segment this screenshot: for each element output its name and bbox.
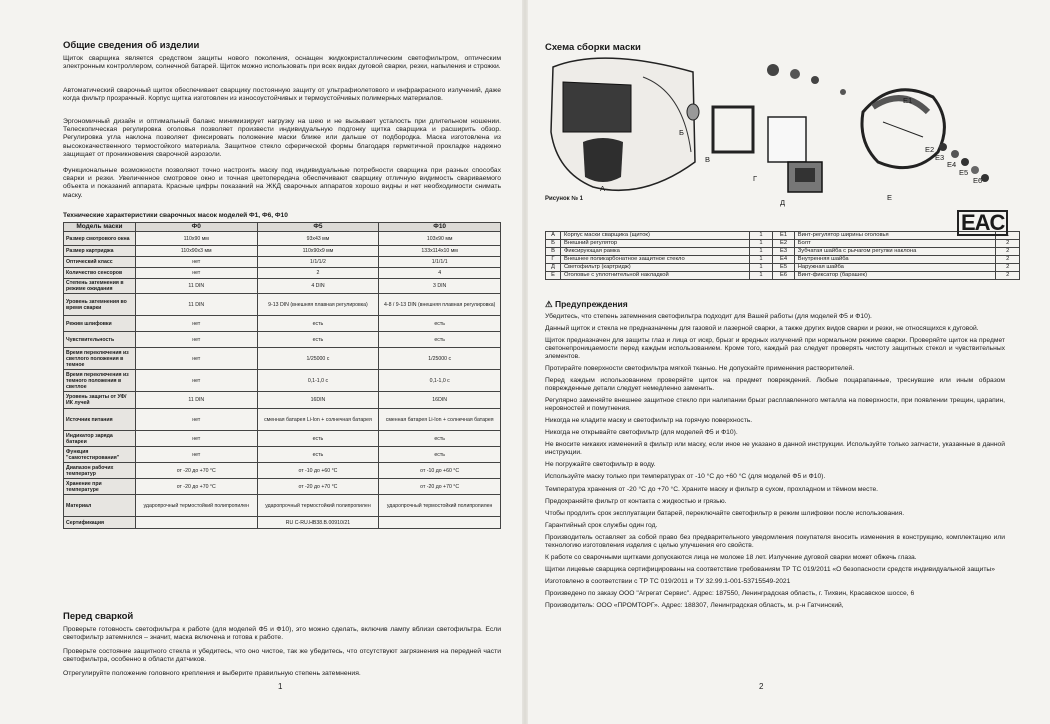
spec-row-label: Оптический класс bbox=[64, 257, 136, 268]
spec-row bbox=[64, 495, 501, 517]
parts-cell: Е4 bbox=[773, 256, 794, 264]
parts-cell: Д bbox=[546, 264, 561, 272]
spec-row bbox=[64, 279, 501, 294]
parts-cell: Внешнее поликарбонатное защитное стекло bbox=[561, 256, 750, 264]
figure-label: Б bbox=[679, 128, 684, 137]
spec-cell: 110х90х3 мм bbox=[135, 246, 257, 257]
mask-assembly-figure bbox=[543, 52, 1013, 202]
spec-row bbox=[64, 409, 501, 431]
spec-cell: есть bbox=[257, 431, 379, 447]
figure-label: Е bbox=[887, 193, 893, 202]
spec-cell: есть bbox=[379, 447, 501, 463]
spec-row-label: Сертификация bbox=[64, 517, 136, 529]
parts-cell: Винт-фиксатор (барашек) bbox=[794, 272, 996, 280]
spec-table bbox=[63, 222, 501, 529]
parts-cell: Б bbox=[546, 240, 561, 248]
spec-row-label: Время переключения из светлого положения в темное bbox=[64, 348, 136, 370]
spec-cell: 1/25000 с bbox=[379, 348, 501, 370]
parts-table bbox=[545, 231, 1020, 280]
warning-icon: ⚠ bbox=[545, 299, 555, 309]
parts-cell: Е bbox=[546, 272, 561, 280]
parts-cell: 2 bbox=[996, 248, 1020, 256]
general-paragraph: Функциональные возможности позволяют точно настроить маску под индивидуальные потребности сварщика при разных способах сварки и резки. Увеличенное смотровое окно и точная цветопередача обеспечивают сварщику отличную видимость свариваемого объекта и показаний аппарата. Красные цифры показаний на ЖКД сварочных аппаратов хорошо видны и нет необходимости снимать маску. bbox=[63, 167, 501, 199]
spec-row bbox=[64, 431, 501, 447]
figure-label: Е2 bbox=[925, 145, 935, 154]
spec-row-label: Количество сенсоров bbox=[64, 268, 136, 279]
warning-item: Производитель оставляет за собой право без предварительного уведомления покупателя вносить изменения в конструкцию, комплектацию или технологию изготовления изделия с целью улучшения его свойств. bbox=[545, 533, 1005, 549]
spec-cell: RU C-RU.НВ38.В.00910/21 bbox=[257, 517, 379, 529]
parts-cell: Г bbox=[546, 256, 561, 264]
figure-label: Е6 bbox=[973, 176, 983, 185]
warning-item: Температура хранения от -20 °С до +70 °С. Храните маску и фильтр в сухом, прохладном и тёмном месте. bbox=[545, 485, 879, 493]
spec-row-label: Степень затемнения в режиме ожидания bbox=[64, 279, 136, 294]
before-paragraph: Отрегулируйте положение головного крепления и выберите правильную степень затемнения. bbox=[63, 670, 361, 677]
page-number: 1 bbox=[278, 682, 283, 691]
figure-label: Г bbox=[753, 174, 758, 183]
spec-cell: 1/25000 с bbox=[257, 348, 379, 370]
spec-row-label: Уровень защиты от УФ/ИК лучей bbox=[64, 392, 136, 409]
spec-row bbox=[64, 479, 501, 495]
spec-cell: 0,1-1,0 с bbox=[379, 370, 501, 392]
spec-cell: есть bbox=[257, 332, 379, 348]
protective-glass bbox=[768, 117, 806, 162]
spec-row bbox=[64, 463, 501, 479]
parts-cell: Винт-регулятор ширины оголовья bbox=[794, 232, 996, 240]
spec-cell: 103х90 мм bbox=[379, 232, 501, 246]
spec-cell: нет bbox=[135, 268, 257, 279]
parts-row bbox=[546, 264, 1020, 272]
spec-row bbox=[64, 447, 501, 463]
spec-row bbox=[64, 246, 501, 257]
spec-cell: нет bbox=[135, 431, 257, 447]
figure-label: Е3 bbox=[935, 153, 945, 162]
spec-cell: нет bbox=[135, 370, 257, 392]
parts-row bbox=[546, 272, 1020, 280]
parts-cell: 2 bbox=[996, 264, 1020, 272]
parts-cell: Е5 bbox=[773, 264, 794, 272]
parts-row bbox=[546, 248, 1020, 256]
parts-cell: Е3 bbox=[773, 248, 794, 256]
scheme-title: Схема сборки маски bbox=[545, 42, 641, 53]
parts-cell: Болт bbox=[794, 240, 996, 248]
spec-cell: от -20 до +70 °С bbox=[379, 479, 501, 495]
figure-label: Е5 bbox=[959, 168, 969, 177]
spec-row bbox=[64, 294, 501, 316]
spec-row-label: Уровень затемнения во время сварки bbox=[64, 294, 136, 316]
spec-title: Технические характеристики сварочных масок моделей Ф1, Ф6, Ф10 bbox=[63, 212, 288, 219]
spec-cell: от -10 до +60 °С bbox=[379, 463, 501, 479]
spec-header-cell: Ф5 bbox=[257, 223, 379, 232]
spec-cell: нет bbox=[135, 447, 257, 463]
figure-caption: Рисунок № 1 bbox=[545, 196, 584, 202]
spec-row bbox=[64, 232, 501, 246]
warning-item: К работе со сварочными щитками допускаются лица не моложе 18 лет. Излучение дуговой сварки может обжечь глаза. bbox=[545, 553, 917, 561]
spec-cell: от -20 до +70 °С bbox=[135, 479, 257, 495]
parts-cell: Е1 bbox=[773, 232, 794, 240]
spec-cell bbox=[379, 517, 501, 529]
spec-row bbox=[64, 268, 501, 279]
parts-row bbox=[546, 232, 1020, 240]
figure-label: А bbox=[600, 184, 606, 193]
spec-cell: 1/1/1/2 bbox=[257, 257, 379, 268]
spec-header-cell: Ф0 bbox=[135, 223, 257, 232]
spec-row bbox=[64, 348, 501, 370]
spec-row-label: Режим шлифовки bbox=[64, 316, 136, 332]
parts-cell: Е2 bbox=[773, 240, 794, 248]
spec-row-label: Хранение при температуре bbox=[64, 479, 136, 495]
spec-cell: 0,1-1,0 с bbox=[257, 370, 379, 392]
warnings-title-text: Предупреждения bbox=[554, 299, 628, 309]
parts-cell: 1 bbox=[749, 256, 773, 264]
spec-cell: 16DIN bbox=[257, 392, 379, 409]
figure-label: Д bbox=[780, 198, 786, 207]
warning-item: Никогда не кладите маску и светофильтр на горячую поверхность. bbox=[545, 417, 753, 425]
spec-cell: 4-8 / 9-13 DIN (внешняя плавная регулировка) bbox=[379, 294, 501, 316]
warnings-list bbox=[545, 313, 1005, 614]
parts-cell: Внешний регулятор bbox=[561, 240, 750, 248]
warning-item: Никогда не открывайте светофильтр (для моделей Ф5 и Ф10). bbox=[545, 429, 738, 437]
warning-item: Используйте маску только при температурах от -10 °С до +60 °С (для моделей Ф5 и Ф10). bbox=[545, 473, 826, 481]
parts-cell: 2 bbox=[996, 256, 1020, 264]
spec-cell: 11 DIN bbox=[135, 294, 257, 316]
warning-item: Произведено по заказу ООО "Агрегат Сервис". Адрес: 187550, Ленинградская область, г. Тихвин, Красавское шоссе, 6 bbox=[545, 590, 915, 598]
spec-row-label: Функция "самотестирования" bbox=[64, 447, 136, 463]
spec-header-row bbox=[64, 223, 501, 232]
parts-cell: 1 bbox=[749, 240, 773, 248]
warning-item: Не погружайте светофильтр в воду. bbox=[545, 461, 656, 469]
page-number: 2 bbox=[759, 682, 764, 691]
warning-item: Щиток предназначен для защиты глаз и лица от искр, брызг и вредных излучений при нормальном режиме сварки. Проверяйте щиток на предмет светонепроницаемости перед каждым использованием. Кроме того, каждый раз следует проверять чистоту защитных стекол и чувствительных элементов. bbox=[545, 337, 1005, 360]
spec-cell: 110х90 мм bbox=[135, 232, 257, 246]
warning-item: Убедитесь, что степень затемнения светофильтра подходит для Вашей работы (для моделей Ф5 и Ф10). bbox=[545, 313, 872, 320]
parts-cell: 2 bbox=[996, 240, 1020, 248]
spec-cell: 2 bbox=[257, 268, 379, 279]
spec-row-label: Размер смотрового окна bbox=[64, 232, 136, 246]
warning-item: Гарантийный срок службы один год. bbox=[545, 521, 658, 529]
right-page bbox=[525, 0, 1050, 724]
spec-cell: 11 DIN bbox=[135, 279, 257, 294]
spec-cell: сменная батарея Li-Ion + солнечная батарея bbox=[257, 409, 379, 431]
spec-cell: от -20 до +70 °С bbox=[257, 479, 379, 495]
spec-cell: есть bbox=[257, 447, 379, 463]
figure-label: В bbox=[705, 155, 711, 164]
spec-row bbox=[64, 370, 501, 392]
spec-cell: нет bbox=[135, 409, 257, 431]
figure-label: Е1 bbox=[903, 96, 913, 105]
spec-row-label: Индикатор заряда батареи bbox=[64, 431, 136, 447]
helmet-chin bbox=[583, 138, 623, 182]
parts-cell: 1 bbox=[749, 232, 773, 240]
spec-cell bbox=[135, 517, 257, 529]
spec-header-cell: Модель маски bbox=[64, 223, 136, 232]
helmet-window bbox=[563, 82, 631, 132]
spec-cell: от -20 до +70 °С bbox=[135, 463, 257, 479]
warning-item: Щитки лицевые сварщика сертифицированы на соответствие требованиям ТР ТС 019/2011 «О безопасности средств индивидуальной защиты» bbox=[545, 566, 995, 574]
spec-cell: сменная батарея Li-Ion + солнечная батарея bbox=[379, 409, 501, 431]
parts-cell: Оголовье с уплотнительной накладкой bbox=[561, 272, 750, 280]
parts-cell: Внутренняя шайба bbox=[794, 256, 996, 264]
spec-cell: нет bbox=[135, 316, 257, 332]
spec-row bbox=[64, 332, 501, 348]
parts-cell: 2 bbox=[996, 272, 1020, 280]
spec-cell: есть bbox=[257, 316, 379, 332]
spec-cell: 1/1/1/1 bbox=[379, 257, 501, 268]
parts-cell: Светофильтр (картридж) bbox=[561, 264, 750, 272]
spec-cell: 9-13 DIN (внешняя плавная регулировка) bbox=[257, 294, 379, 316]
parts-cell: 1 bbox=[749, 272, 773, 280]
spec-cell: нет bbox=[135, 257, 257, 268]
spec-row-label: Время переключения из темного положения в светлое bbox=[64, 370, 136, 392]
spec-cell: 133х114х10 мм bbox=[379, 246, 501, 257]
general-title: Общие сведения об изделии bbox=[63, 40, 200, 51]
warning-item: Изготовлено в соответствии с ТР ТС 019/2011 и ТУ 32.99.1-001-53715549-2021 bbox=[545, 578, 791, 586]
parts-cell: Фиксирующая рамка bbox=[561, 248, 750, 256]
warnings-title bbox=[545, 299, 628, 310]
spec-row bbox=[64, 392, 501, 409]
fixing-frame bbox=[713, 107, 753, 152]
general-paragraph: Автоматический сварочный щиток обеспечивает сварщику постоянную защиту от ультрафиолетового и инфракрасного излучений, даже когда фильтр прозрачный. Корпус щитка изготовлен из износоустойчивых и термоустойчивых полимерных материалов. bbox=[63, 87, 501, 103]
spec-row bbox=[64, 257, 501, 268]
parts-cell: Корпус маски сварщика (щиток) bbox=[561, 232, 750, 240]
spec-cell: ударопрочный термостойкий полипропилен bbox=[257, 495, 379, 517]
before-paragraph: Проверьте состояние защитного стекла и убедитесь, что оно чистое, так же убедитесь, что отсутствуют загрязнения на передней части светофильтра, особенно в области датчиков. bbox=[63, 648, 501, 664]
spec-cell: 110х90х9 мм bbox=[257, 246, 379, 257]
warning-item: Данный щиток и стекла не предназначены для газовой и лазерной сварки, а также других видов сварки и резки, не относящихся к дуговой. bbox=[545, 325, 979, 333]
figure-label: Е4 bbox=[947, 160, 957, 169]
spec-row-label: Диапазон рабочих температур bbox=[64, 463, 136, 479]
parts-cell: Зубчатая шайба с рычагом регулки наклона bbox=[794, 248, 996, 256]
spec-row-label: Источник питания bbox=[64, 409, 136, 431]
spec-row-label: Размер картриджа bbox=[64, 246, 136, 257]
spec-header-cell: Ф10 bbox=[379, 223, 501, 232]
general-paragraph: Эргономичный дизайн и оптимальный баланс минимизирует нагрузку на шею и не вызывает усталость при длительном ношении. Телескопическая регулировка оголовья позволяет произвести индивидуальную подгонку щитка сварщика и расширить обзор. Регулировка угла наклона позволяет фиксировать положение маски ближе или дальше от подбородка. Маска изготовлена из высококачественного термостойкого материала. Защитное стекло сферической формы благодаря герметичной прокладке надежно защищает от проникновения сварочной аэрозоли. bbox=[63, 118, 501, 158]
spec-row-label: Чувствительность bbox=[64, 332, 136, 348]
spec-row bbox=[64, 517, 501, 529]
eac-mark: EAC bbox=[957, 210, 1008, 236]
parts-row bbox=[546, 256, 1020, 264]
parts-cell: Е6 bbox=[773, 272, 794, 280]
spec-cell: есть bbox=[379, 332, 501, 348]
before-paragraph: Проверьте готовность светофильтра к работе (для моделей Ф5 и Ф10), это можно сделать, включив лампу вблизи светофильтра. Если светофильтр затемнился – значит, маска включена и готова к работе. bbox=[63, 626, 501, 642]
warning-item: Протирайте поверхности светофильтра мягкой тканью. Не допускайте применения растворителей. bbox=[545, 365, 855, 373]
parts-cell: 1 bbox=[749, 264, 773, 272]
warning-item: Чтобы продлить срок эксплуатации батарей, переключайте светофильтр в режим шлифовки после использования. bbox=[545, 509, 905, 517]
parts-cell: Наружная шайба bbox=[794, 264, 996, 272]
spec-cell: 4 bbox=[379, 268, 501, 279]
parts-cell: 1 bbox=[749, 248, 773, 256]
spec-cell: есть bbox=[379, 316, 501, 332]
warning-item: Производитель: ООО «ПРОМТОРГ». Адрес: 188307, Ленинградская область, м. р-н Гатчинский, bbox=[545, 602, 844, 610]
parts-cell: В bbox=[546, 248, 561, 256]
spec-cell: 16DIN bbox=[379, 392, 501, 409]
spec-cell: нет bbox=[135, 332, 257, 348]
spec-row-label: Материал bbox=[64, 495, 136, 517]
spec-cell: ударопрочный термостойкий полипропилен bbox=[135, 495, 257, 517]
spec-cell: ударопрочный термостойкий полипропилен bbox=[379, 495, 501, 517]
warning-item: Предохраняйте фильтр от контакта с жидкостью и грязью. bbox=[545, 497, 727, 505]
parts-cell: А bbox=[546, 232, 561, 240]
spec-cell: нет bbox=[135, 348, 257, 370]
general-paragraph: Щиток сварщика является средством защиты нового поколения, оснащен жидкокристаллическим светофильтром, оптическим электронным контроллером, солнечной батарей. Щиток можно использовать при всех видах дуговой сварки, резки, напыления и строжки. bbox=[63, 55, 501, 71]
external-regulator bbox=[687, 104, 699, 120]
parts-row bbox=[546, 240, 1020, 248]
warning-item: Не вносите никаких изменений в фильтр или маску, если иное не указано в данной инструкции. Используйте только запчасти, указанные в данной инструкции. bbox=[545, 441, 1005, 457]
spec-row bbox=[64, 316, 501, 332]
spec-cell: 93х43 мм bbox=[257, 232, 379, 246]
spec-cell: есть bbox=[379, 431, 501, 447]
spec-cell: от -10 до +60 °С bbox=[257, 463, 379, 479]
warning-item: Регулярно заменяйте внешнее защитное стекло при налипании брызг расплавленного металла на поверхности, при появлении трещин, царапин, неровностей и помутнения. bbox=[545, 397, 1005, 413]
spec-cell: 4 DIN bbox=[257, 279, 379, 294]
before-welding-title: Перед сваркой bbox=[63, 611, 134, 622]
spec-cell: 3 DIN bbox=[379, 279, 501, 294]
spec-cell: 11 DIN bbox=[135, 392, 257, 409]
parts-cell: 1 bbox=[996, 232, 1020, 240]
warning-item: Перед каждым использованием проверяйте щиток на предмет повреждений. Любые поцарапанные, треснувшие или иным образом поврежденные детали следует немедленно заменить. bbox=[545, 377, 1005, 393]
